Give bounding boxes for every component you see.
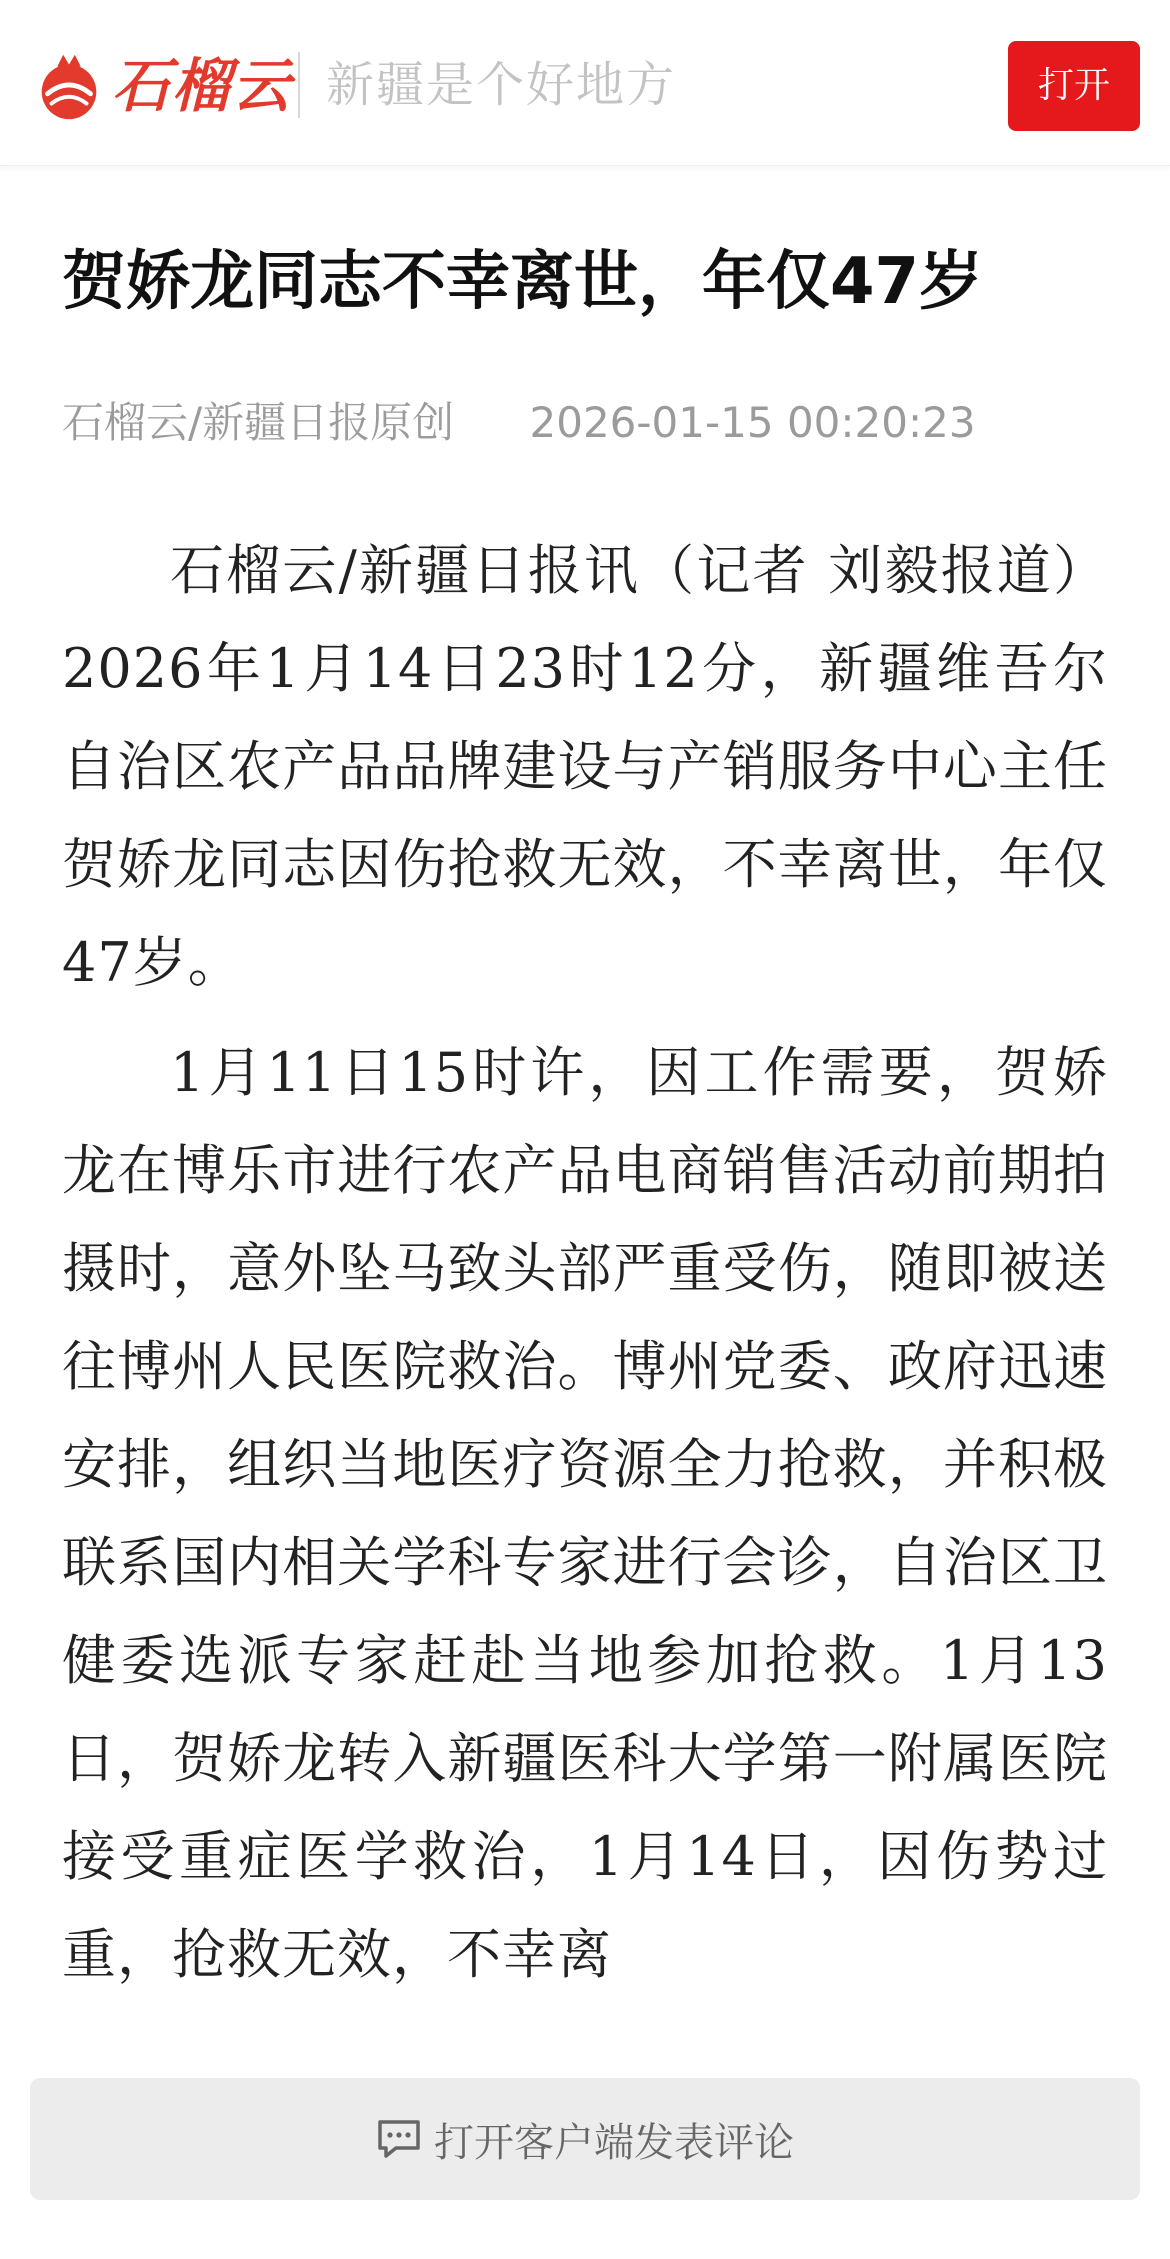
header-divider	[298, 52, 300, 118]
article-paragraph: 1月11日15时许，因工作需要，贺娇龙在博乐市进行农产品电商销售活动前期拍摄时，意外坠马致头部严重受伤，随即被送往博州人民医院救治。博州党委、政府迅速安排，组织当地医疗资源全力抢救，并积极联系国内相关学科专家进行会诊，自治区卫健委选派专家赶赴当地参加抢救。1月13日，贺娇龙转入新疆医科大学第一附属医院接受重症医学救治，1月14日，因伤势过重，抢救无效，不幸离	[62, 1041, 1108, 1986]
comment-icon	[376, 2118, 422, 2160]
app-logo[interactable]	[30, 46, 292, 126]
comment-bar-button[interactable]	[30, 2078, 1140, 2200]
article-title: 贺娇龙同志不幸离世，年仅47岁	[62, 245, 984, 319]
article-paragraph: 石榴云/新疆日报讯（记者 刘毅报道）2026年1月14日23时12分，新疆维吾尔自治区农产品品牌建设与产销服务中心主任贺娇龙同志因伤抢救无效，不幸离世，年仅47岁。	[62, 539, 1108, 994]
app-header	[0, 0, 1170, 166]
comment-bar-label: 打开客户端发表评论	[434, 2119, 794, 2166]
content-fade	[0, 2000, 1170, 2078]
pomegranate-logo-icon	[30, 47, 108, 125]
open-app-button[interactable]: 打开	[1008, 41, 1140, 131]
article-meta	[62, 383, 976, 463]
article-timestamp: 2026-01-15 00:20:23	[529, 398, 976, 447]
article-source: 石榴云/新疆日报原创	[62, 398, 455, 447]
article-body	[62, 522, 1108, 2016]
logo-text: 石榴云	[112, 52, 293, 120]
slogan: 新疆是个好地方	[326, 57, 677, 113]
